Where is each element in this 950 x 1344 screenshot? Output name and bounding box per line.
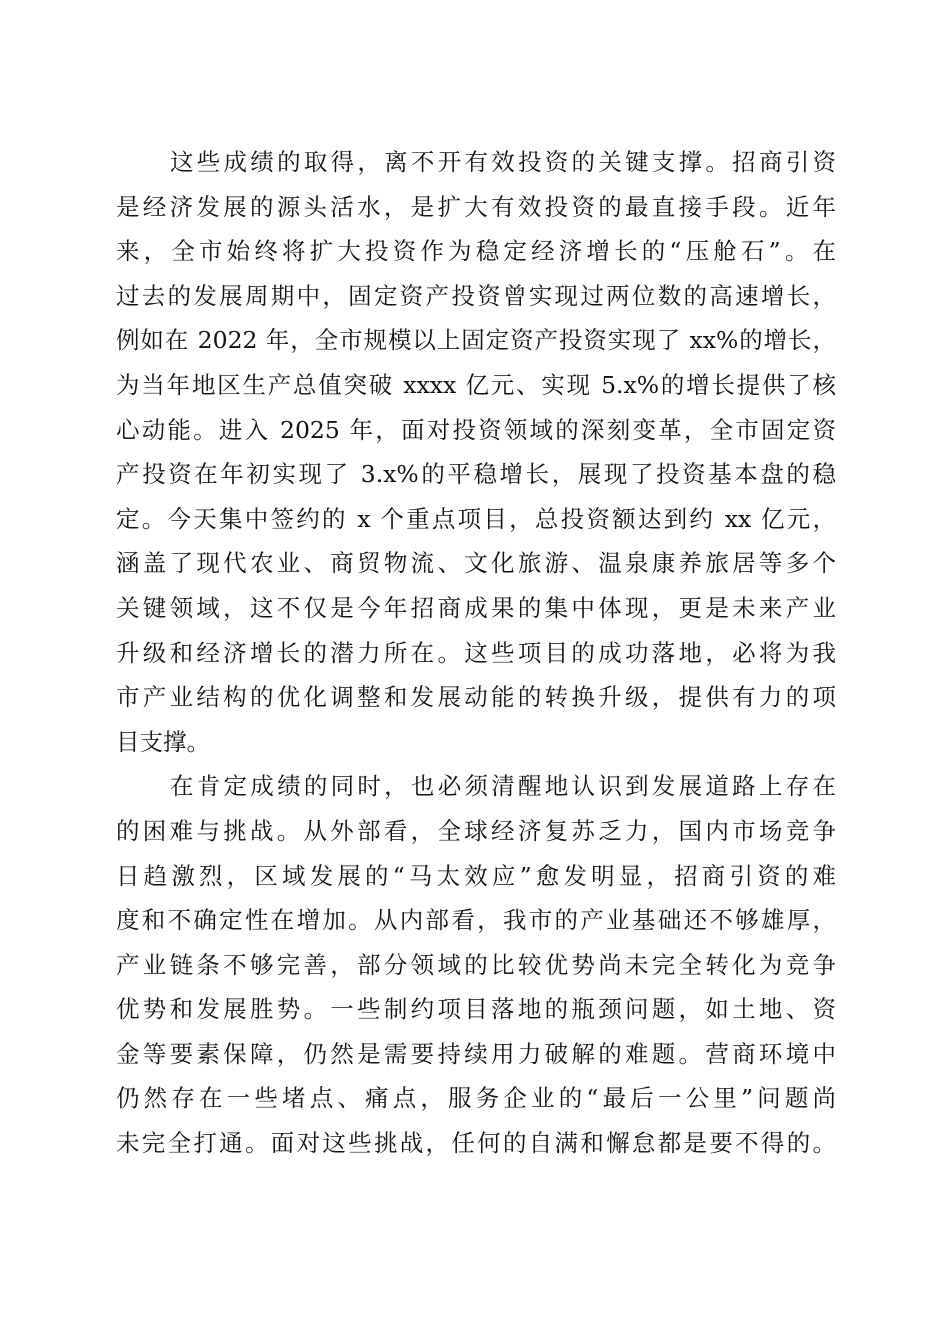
paragraph-line: 例如在 2022 年，全市规模以上固定资产投资实现了 xx%的增长， <box>116 326 836 355</box>
paragraph-line: 涵盖了现代农业、商贸物流、文化旅游、温泉康养旅居等多个 <box>116 549 836 578</box>
paragraph-line: 的困难与挑战。从外部看，全球经济复苏乏力，国内市场竞争 <box>116 816 836 845</box>
paragraph-line: 过去的发展周期中，固定资产投资曾实现过两位数的高速增长， <box>116 281 836 310</box>
paragraph-line: 这些成绩的取得，离不开有效投资的关键支撑。招商引资 <box>170 148 836 176</box>
paragraph-line: 来，全市始终将扩大投资作为稳定经济增长的“压舱石”。在 <box>116 237 836 266</box>
paragraph-line: 升级和经济增长的潜力所在。这些项目的成功落地，必将为我 <box>116 638 836 667</box>
paragraph-line: 定。今天集中签约的 x 个重点项目，总投资额达到约 xx 亿元， <box>116 504 836 533</box>
paragraph-line: 日趋激烈，区域发展的“马太效应”愈发明显，招商引资的难 <box>116 861 836 890</box>
paragraph-line: 为当年地区生产总值突破 xxxx 亿元、实现 5.x%的增长提供了核 <box>116 370 836 399</box>
paragraph-line: 产业链条不够完善，部分领域的比较优势尚未完全转化为竞争 <box>116 950 836 979</box>
paragraph-challenges <box>116 764 836 1165</box>
paragraph-line: 优势和发展胜势。一些制约项目落地的瓶颈问题，如土地、资 <box>116 995 836 1024</box>
paragraph-line: 目支撑。 <box>116 727 210 756</box>
paragraph-line: 关键领域，这不仅是今年招商成果的集中体现，更是未来产业 <box>116 593 836 622</box>
paragraph-investment-support <box>116 140 836 764</box>
paragraph-line: 心动能。进入 2025 年，面对投资领域的深刻变革，全市固定资 <box>116 415 836 444</box>
document-body <box>116 140 836 1166</box>
paragraph-line: 仍然存在一些堵点、痛点，服务企业的“最后一公里”问题尚 <box>116 1084 836 1113</box>
paragraph-line: 金等要素保障，仍然是需要持续用力破解的难题。营商环境中 <box>116 1039 836 1068</box>
paragraph-line: 产投资在年初实现了 3.x%的平稳增长，展现了投资基本盘的稳 <box>116 460 836 489</box>
paragraph-line: 在肯定成绩的同时，也必须清醒地认识到发展道路上存在 <box>170 772 836 801</box>
paragraph-line: 市产业结构的优化调整和发展动能的转换升级，提供有力的项 <box>116 683 836 712</box>
paragraph-line: 度和不确定性在增加。从内部看，我市的产业基础还不够雄厚， <box>116 906 836 935</box>
paragraph-line: 是经济发展的源头活水，是扩大有效投资的最直接手段。近年 <box>116 192 836 221</box>
paragraph-line: 未完全打通。面对这些挑战，任何的自满和懈怠都是要不得的。 <box>116 1129 836 1158</box>
